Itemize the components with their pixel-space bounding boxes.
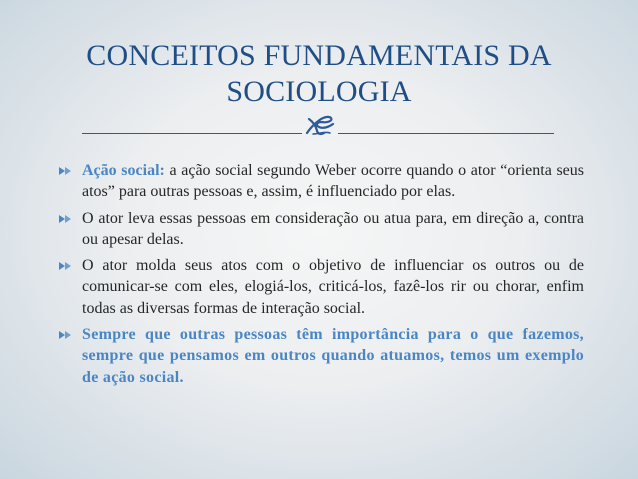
list-item — [58, 208, 584, 251]
item-text: O ator molda seus atos com o objetivo de influenciar os outros ou de comunicar-se com eles, elogiá-los, criticá-los, fazê-los rir ou chorar, enfim todas as diversas formas de interação social. — [82, 257, 584, 317]
slide-title-line-1: CONCEITOS FUNDAMENTAIS DA — [86, 39, 552, 72]
item-text: a ação social segundo Weber ocorre quando o ator “orienta seus atos” para outras pessoas e, assim, é influenciado por elas. — [82, 162, 585, 201]
item-text: O ator leva essas pessoas em consideração ou atua para, em direção a, contra ou apesar delas. — [82, 209, 584, 248]
title-divider-left — [82, 133, 302, 134]
double-quote-bullet-icon — [58, 164, 76, 178]
slide-title-line-2: SOCIOLOGIA — [226, 75, 412, 108]
emphasis-text: Sempre que outras pessoas têm importância para o que fazemos, sempre que pensamos em outros quando atuamos, temos um exemplo de ação social. — [82, 326, 584, 386]
double-quote-bullet-icon — [58, 212, 76, 226]
bullet-list — [58, 160, 584, 393]
action-label: Ação social: — [82, 162, 165, 179]
double-quote-bullet-icon — [58, 259, 76, 273]
flourish-icon — [303, 113, 337, 137]
list-item — [58, 255, 584, 319]
slide-title — [40, 38, 598, 110]
list-item — [58, 324, 584, 388]
list-item — [58, 160, 584, 203]
title-divider-right — [338, 133, 554, 134]
double-quote-bullet-icon — [58, 328, 76, 342]
